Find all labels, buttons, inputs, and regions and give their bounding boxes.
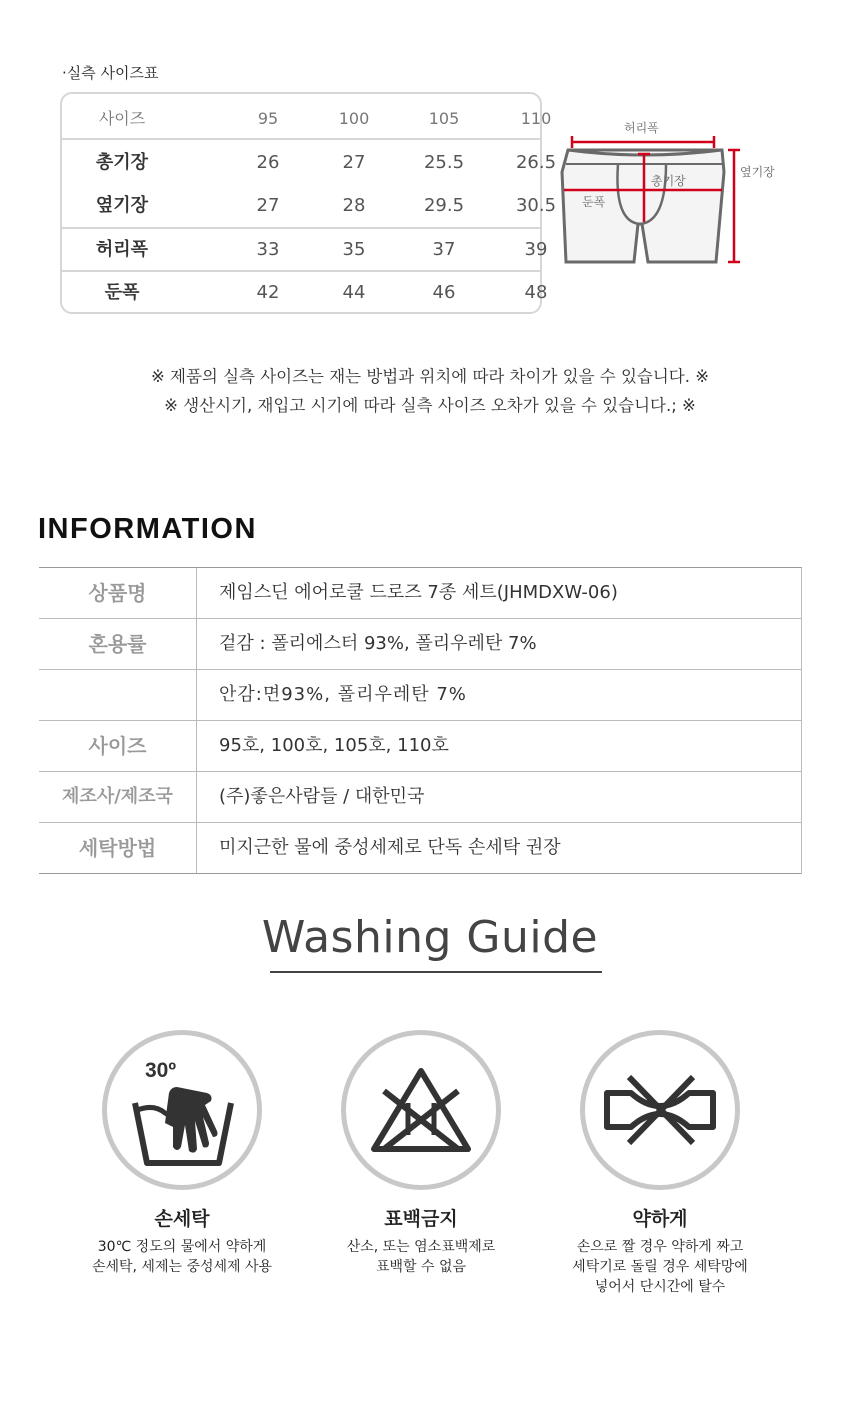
size-cell: 35 — [342, 239, 366, 260]
note-line: ※ 생산시기, 재입고 시기에 따라 실측 사이즈 오차가 있을 수 있습니다.; ※ — [164, 396, 696, 415]
size-cell: 26.5 — [515, 152, 557, 173]
no-bleach-icon — [341, 1030, 501, 1190]
size-cell: 39 — [524, 239, 548, 260]
hand-wash-30-icon — [102, 1030, 262, 1190]
washing-item-desc — [301, 1237, 541, 1277]
size-row-total-length — [62, 141, 557, 184]
washing-item-no-bleach — [301, 1030, 541, 1277]
diagram-hip-label: 둔폭 — [582, 195, 606, 209]
size-row-side-length — [62, 184, 557, 227]
size-cell: 26 — [256, 152, 280, 173]
size-cell: 27 — [342, 152, 366, 173]
info-value: 95호, 100호, 105호, 110호 — [219, 735, 449, 756]
info-row-washing-method — [39, 823, 801, 874]
size-row-hip — [62, 271, 548, 314]
desc-line: 넣어서 단시간에 탈수 — [594, 1279, 726, 1295]
desc-line: 손으로 짤 경우 약하게 짜고 — [576, 1239, 744, 1255]
no-wring-icon — [580, 1030, 740, 1190]
washing-item-gentle-wring — [540, 1030, 780, 1297]
size-row-label: 둔폭 — [104, 282, 140, 303]
size-cell: 44 — [342, 282, 366, 303]
size-cell: 37 — [432, 239, 456, 260]
waist-measure-line — [572, 136, 714, 148]
boxer-measurement-diagram — [556, 112, 796, 282]
info-row-composition-lining — [39, 670, 801, 721]
washing-item-name: 표백금지 — [384, 1208, 458, 1230]
information-heading: INFORMATION — [38, 513, 257, 545]
info-label: 상품명 — [39, 568, 197, 618]
washing-item-name: 약하게 — [632, 1208, 688, 1230]
size-cell: 42 — [256, 282, 280, 303]
size-cell: 28 — [342, 195, 366, 216]
diagram-waist-label: 허리폭 — [624, 121, 659, 135]
size-chart-table — [60, 92, 557, 314]
size-cell: 29.5 — [423, 195, 465, 216]
info-value: 겉감 : 폴리에스터 93%, 폴리우레탄 7% — [219, 633, 537, 654]
info-row-product-name — [39, 568, 801, 619]
size-cell: 48 — [524, 282, 548, 303]
note-line: ※ 제품의 실측 사이즈는 재는 방법과 위치에 따라 차이가 있을 수 있습니다. ※ — [150, 367, 710, 386]
side-length-measure-line — [728, 150, 740, 262]
measurement-notes — [0, 362, 860, 420]
desc-line: 30℃ 정도의 물에서 약하게 — [97, 1239, 267, 1255]
info-label: 사이즈 — [39, 721, 197, 771]
washing-item-desc — [540, 1237, 780, 1297]
size-cell: 46 — [432, 282, 456, 303]
size-row-label: 허리폭 — [95, 239, 149, 260]
info-row-manufacturer — [39, 772, 801, 823]
size-cell: 25.5 — [423, 152, 465, 173]
info-value: 제임스딘 에어로쿨 드로즈 7종 세트(JHMDXW-06) — [219, 582, 618, 603]
size-header-105: 105 — [428, 109, 460, 128]
size-row-waist — [62, 228, 548, 271]
washing-item-name: 손세탁 — [154, 1208, 210, 1230]
info-row-size — [39, 721, 801, 772]
washing-guide-title: Washing Guide — [261, 912, 599, 963]
info-label — [39, 670, 197, 720]
washing-guide-underline — [270, 971, 602, 973]
info-value: 미지근한 물에 중성세제로 단독 손세탁 권장 — [219, 837, 561, 858]
information-table — [39, 567, 802, 874]
desc-line: 산소, 또는 염소표백제로 — [346, 1239, 496, 1255]
washing-item-desc — [62, 1237, 302, 1277]
size-cell: 33 — [256, 239, 280, 260]
info-value: 안감:면93%, 폴리우레탄 7% — [219, 684, 467, 705]
info-row-composition — [39, 619, 801, 670]
size-row-label: 총기장 — [95, 152, 149, 173]
size-cell: 30.5 — [515, 195, 557, 216]
size-header-95: 95 — [257, 109, 279, 128]
hand-wash-temp-label: 30º — [145, 1059, 177, 1082]
diagram-side-length-label: 옆기장 — [740, 165, 775, 179]
desc-line: 손세탁, 세제는 중성세제 사용 — [91, 1259, 273, 1275]
size-chart-heading: ·실측 사이즈표 — [62, 64, 159, 82]
washing-item-hand-wash — [62, 1030, 302, 1277]
size-header-100: 100 — [338, 109, 370, 128]
desc-line: 표백할 수 없음 — [375, 1259, 467, 1275]
size-cell: 27 — [256, 195, 280, 216]
size-row-label: 옆기장 — [95, 195, 149, 216]
size-divider — [62, 138, 540, 140]
size-header-110: 110 — [520, 109, 552, 128]
size-chart-header-row — [62, 97, 552, 140]
info-label: 세탁방법 — [39, 823, 197, 873]
info-label: 제조사/제조국 — [39, 772, 197, 822]
info-label: 혼용률 — [39, 619, 197, 669]
desc-line: 세탁기로 돌릴 경우 세탁망에 — [572, 1259, 748, 1275]
size-header-label: 사이즈 — [98, 109, 146, 128]
info-value: (주)좋은사람들 / 대한민국 — [219, 786, 425, 807]
diagram-total-length-label: 총기장 — [651, 174, 686, 188]
